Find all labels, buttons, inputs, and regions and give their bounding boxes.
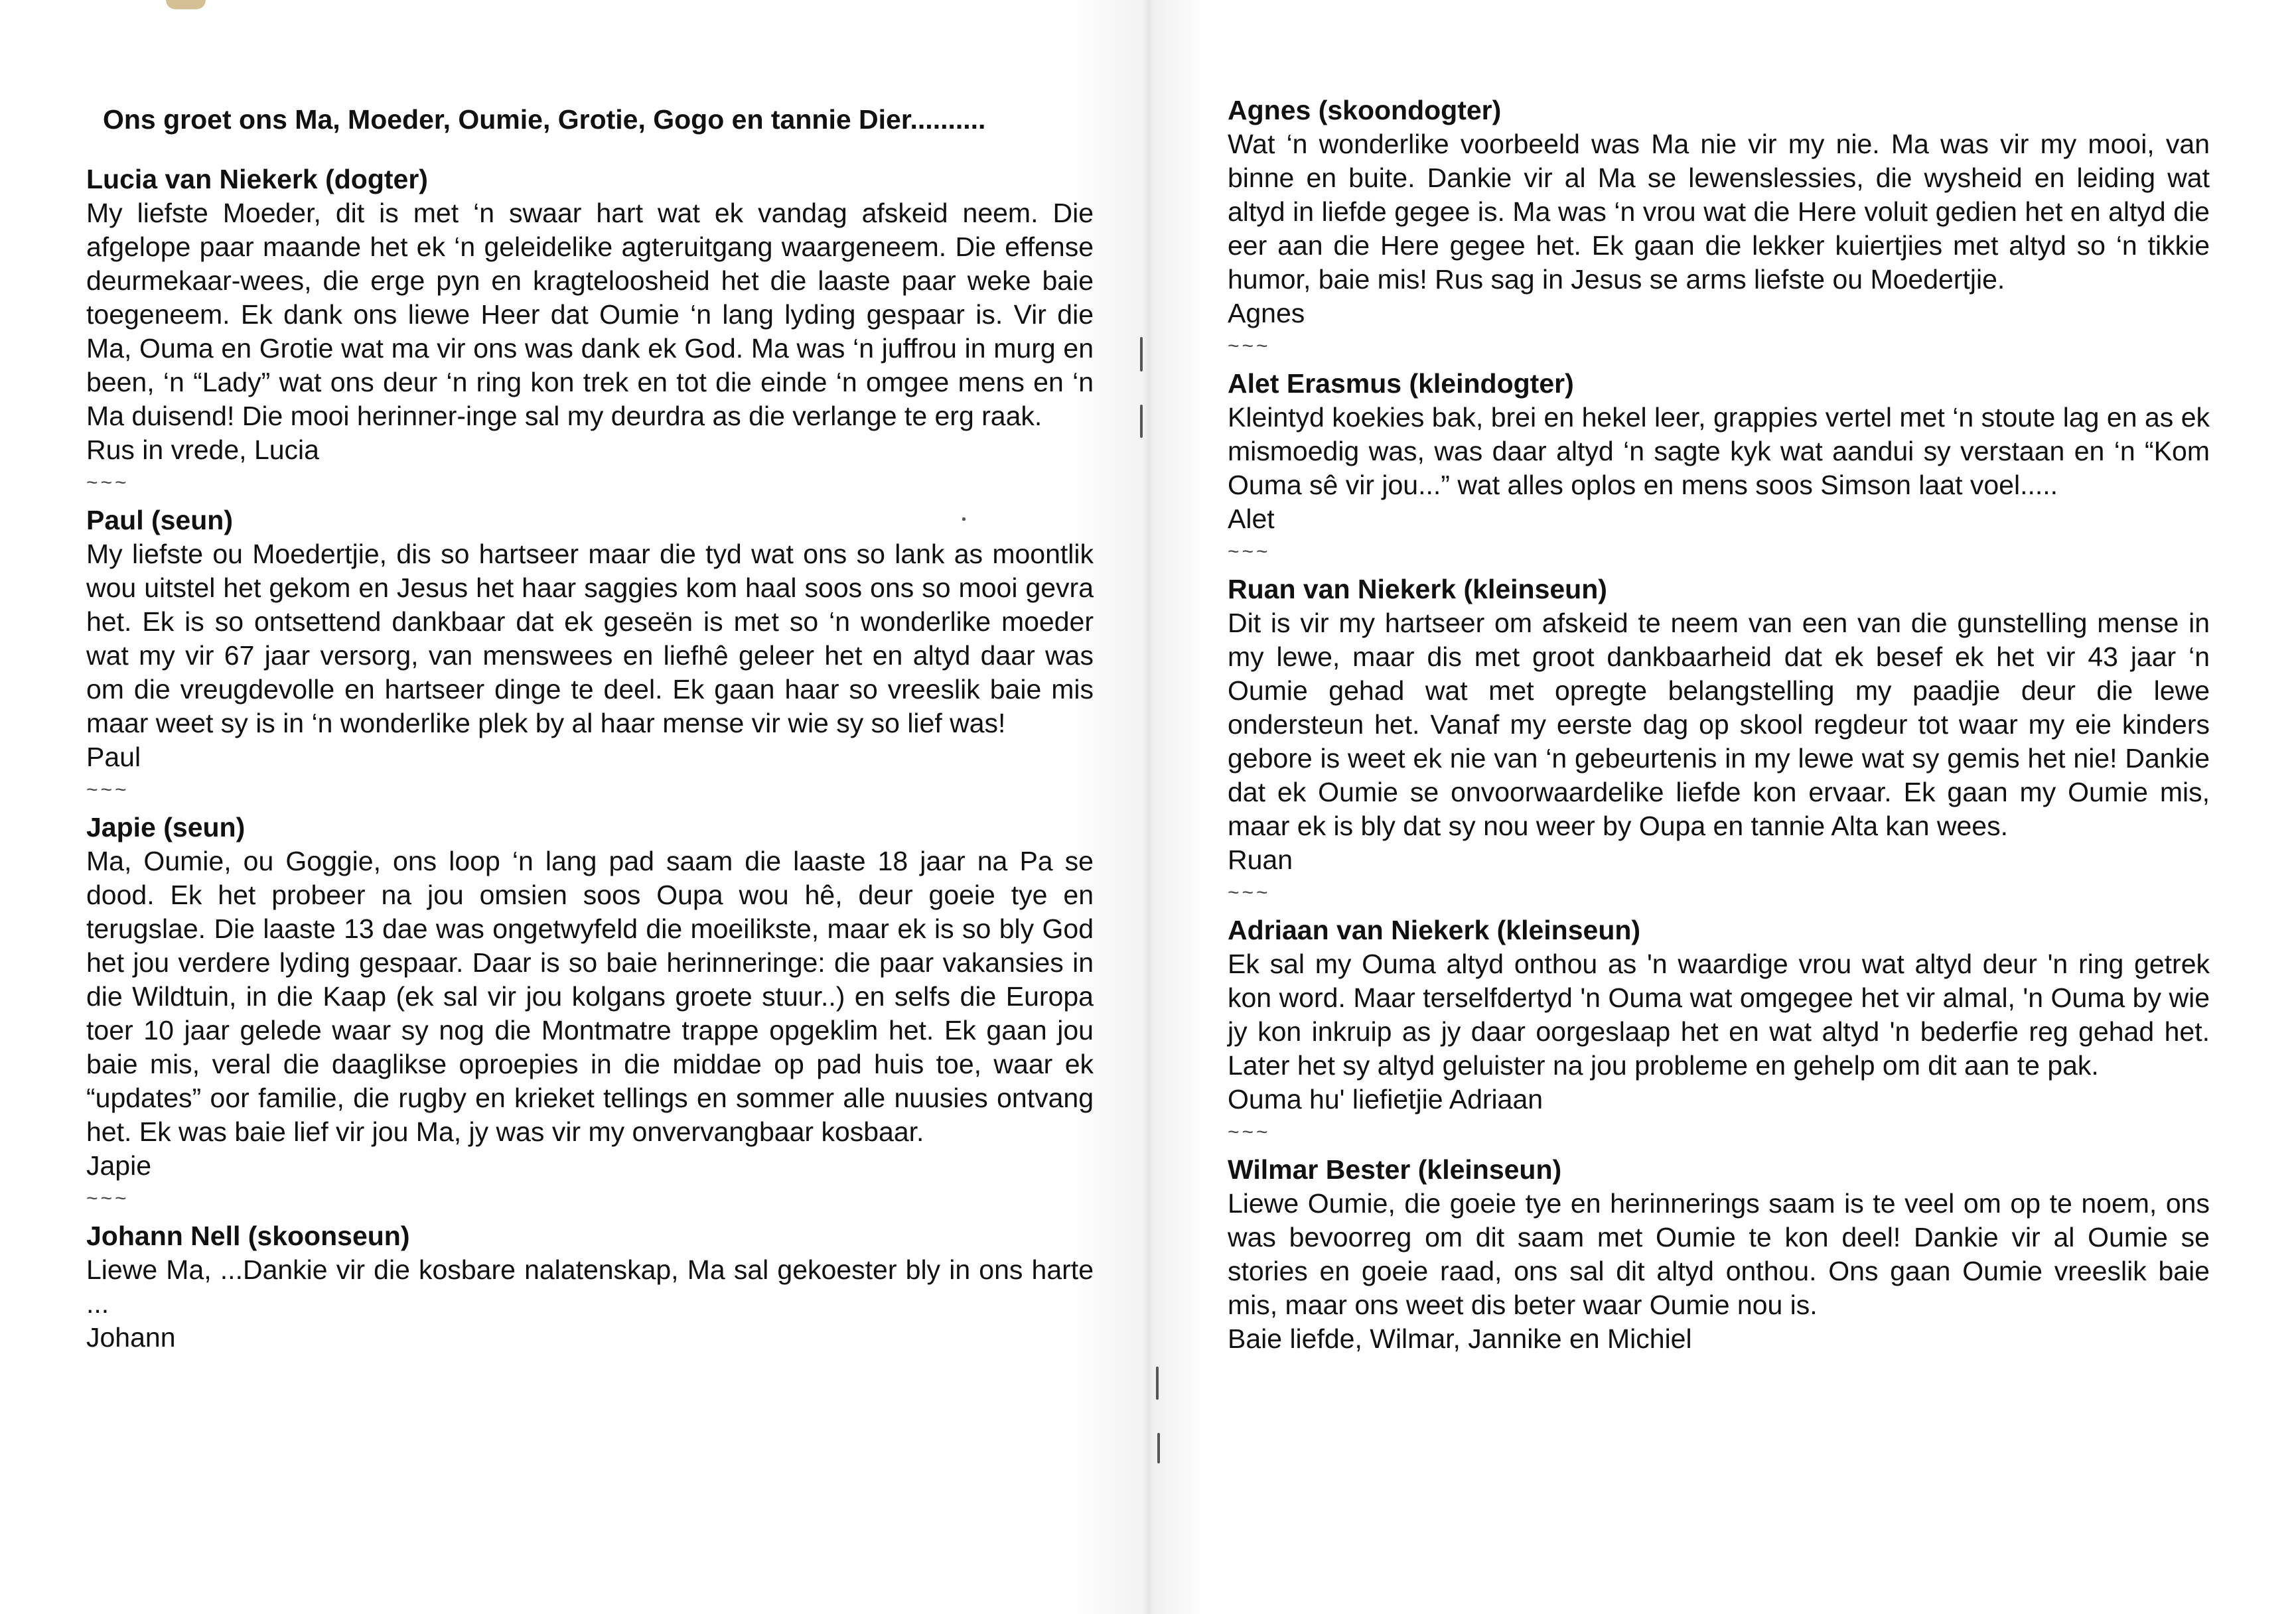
entry-heading: Ruan van Niekerk (kleinseun): [1228, 574, 1607, 604]
corner-mark: [166, 0, 206, 9]
entry-text: Liewe Oumie, die goeie tye en herinnerings saam is te veel om op te noem, ons was bevoorreg om dit saam met Oumie te kon deel! Dankie vir al Oumie se stories en goeie raad, ons sal dit altyd onthou. Ons gaan Oumie vreeslik baie mis, maar ons weet dis beter waar Oumie nou is.: [1228, 1188, 2210, 1320]
entry-text: Liewe Ma, ...Dankie vir die kosbare nalatenskap, Ma sal gekoester bly in ons harte ...: [86, 1254, 1094, 1319]
entry-paul: [86, 503, 1094, 774]
entry-signature: Ruan: [1228, 844, 1293, 875]
entry-text: Kleintyd koekies bak, brei en hekel leer, grappies vertel met ‘n stoute lag en as ek mismoedig was, was daar altyd ‘n sagte kyk wat aandui sy verstaan en ‘n “Kom Ouma sê vir jou...” wat alles oplos en mens soos Simson laat voel.....: [1228, 402, 2210, 500]
entry-text: Dit is vir my hartseer om afskeid te neem van een van die gunstelling mense in my lewe, maar dis met groot dankbaarheid dat ek besef ek het vir 43 jaar ‘n Oumie gehad wat met opregte belangstelling my paadjie deur die lewe ondersteun het. Vanaf my eerste dag op skool regdeur tot waar my eie kinders gebore is weet ek nie van ‘n gebeurtenis in my lewe wat sy gemis het nie! Dankie dat ek Oumie se onvoorwaardelike liefde kon ervaar. Ek gaan my Oumie mis, maar ek is bly dat sy nou weer by Oupa en tannie Alta kan wees.: [1228, 608, 2210, 841]
entry-heading: Lucia van Niekerk (dogter): [86, 164, 428, 194]
entry-heading: Paul (seun): [86, 505, 233, 535]
entry-heading: Johann Nell (skoonseun): [86, 1221, 410, 1251]
left-column: [86, 162, 1094, 1355]
entry-wilmar: [1228, 1152, 2210, 1356]
entry-text: Ma, Oumie, ou Goggie, ons loop ‘n lang pad saam die laaste 18 jaar na Pa se dood. Ek het probeer na jou omsien soos Oupa wou hê, deur goeie tye en terugslae. Die laaste 13 dae was ongetwyfeld die moeilikste, maar ek is so bly God het jou verdere lyding gespaar. Daar is so baie herinneringe: die paar vakansies in die Wildtuin, in die Kaap (ek sal vir jou kolgans groete stuur..) en selfs die Europa toer 10 jaar gelede waar sy nog die Montmatre trappe opgeklim het. Ek gaan jou baie mis, veral die daaglikse oproepies in die middae op pad huis toe, waar ek “updates” oor familie, die rugby en krieket tellings en sommer alle nuusies ontvang het. Ek was baie lief vir jou Ma, jy was vir my onvervangbaar kosbaar.: [86, 846, 1094, 1147]
separator: ~~~: [86, 1187, 129, 1209]
separator: ~~~: [1228, 541, 1271, 563]
entry-signature: Baie liefde, Wilmar, Jannike en Michiel: [1228, 1323, 1692, 1354]
entry-heading: Wilmar Bester (kleinseun): [1228, 1154, 1562, 1185]
entry-signature: Japie: [86, 1150, 152, 1181]
entry-signature: Agnes: [1228, 298, 1305, 328]
scan-speck: [1140, 405, 1143, 438]
separator: ~~~: [1228, 1121, 1271, 1143]
entry-ruan: [1228, 572, 2210, 877]
entry-signature: Johann: [86, 1322, 176, 1353]
entry-lucia: [86, 162, 1094, 467]
entry-signature: Ouma hu' liefietjie Adriaan: [1228, 1084, 1543, 1114]
separator: ~~~: [86, 779, 129, 801]
entry-johann: [86, 1219, 1094, 1355]
entry-signature: Paul: [86, 742, 141, 772]
right-column: [1228, 93, 2210, 1356]
entry-heading: Adriaan van Niekerk (kleinseun): [1228, 915, 1641, 945]
entry-signature: Alet: [1228, 504, 1275, 534]
entry-alet: [1228, 366, 2210, 536]
entry-adriaan: [1228, 913, 2210, 1116]
scan-speck: [1140, 337, 1143, 371]
entry-japie: [86, 810, 1094, 1183]
entry-heading: Agnes (skoondogter): [1228, 95, 1502, 125]
entry-text: My liefste Moeder, dit is met ‘n swaar hart wat ek vandag afskeid neem. Die afgelope paar maande het ek ‘n geleidelike agteruitgang waargeneem. Die effense deurmekaar-wees, die erge pyn en kragteloosheid het die laaste paar weke baie toegeneem. Ek dank ons liewe Heer dat Oumie ‘n lang lyding gespaar is. Vir die Ma, Ouma en Grotie wat ma vir ons was dank ek God. Ma was ‘n juffrou in murg en been, ‘n “Lady” wat ons deur ‘n ring kon trek en tot die einde ‘n omgee mens en ‘n Ma duisend! Die mooi herinner-inge sal my deurdra as die verlange te erg raak.: [86, 198, 1094, 431]
page-title: Ons groet ons Ma, Moeder, Oumie, Grotie, Gogo en tannie Dier..........: [103, 104, 986, 135]
entry-heading: Alet Erasmus (kleindogter): [1228, 368, 1574, 399]
entry-text: Wat ‘n wonderlike voorbeeld was Ma nie vir my nie. Ma was vir my mooi, van binne en buite. Dankie vir al Ma se lewenslessies, die wysheid en leiding wat altyd in liefde gegee is. Ma was ‘n vrou wat die Here voluit gedien het en altyd die eer aan die Here gegee het. Ek gaan die lekker kuiertjies met altyd so ‘n tikkie humor, baie mis! Rus sag in Jesus se arms liefste ou Moedertjie.: [1228, 129, 2210, 295]
separator: ~~~: [86, 472, 129, 494]
entry-agnes: [1228, 93, 2210, 330]
entry-signature: Rus in vrede, Lucia: [86, 435, 319, 465]
entry-text: My liefste ou Moedertjie, dis so hartseer maar die tyd wat ons so lank as moontlik wou uitstel het gekom en Jesus het haar saggies kom haal soos ons so mooi gevra het. Ek is so ontsettend dankbaar dat ek geseën is met so ‘n wonderlike moeder wat my vir 67 jaar versorg, van menswees en liefhê geleer het en altyd daar was om die vreugdevolle en hartseer dinge te deel. Ek gaan haar so vreeslik baie mis maar weet sy is in ‘n wonderlike plek by al haar mense vir wie sy so lief was!: [86, 539, 1094, 738]
page-fold: [1143, 0, 1153, 1614]
scan-speck: [1156, 1367, 1159, 1400]
scan-speck: [1157, 1433, 1160, 1463]
separator: ~~~: [1228, 882, 1271, 904]
separator: ~~~: [1228, 335, 1271, 357]
entry-heading: Japie (seun): [86, 812, 246, 842]
entry-text: Ek sal my Ouma altyd onthou as 'n waardige vrou wat altyd deur 'n ring getrek kon word. Maar terselfdertyd 'n Ouma wat omgegee het vir almal, 'n Ouma by wie jy kon inkruip as jy daar oorgeslaap het en wat altyd 'n bederfie reg gehad het. Later het sy altyd geluister na jou probleme en gehelp om dit aan te pak.: [1228, 949, 2210, 1081]
